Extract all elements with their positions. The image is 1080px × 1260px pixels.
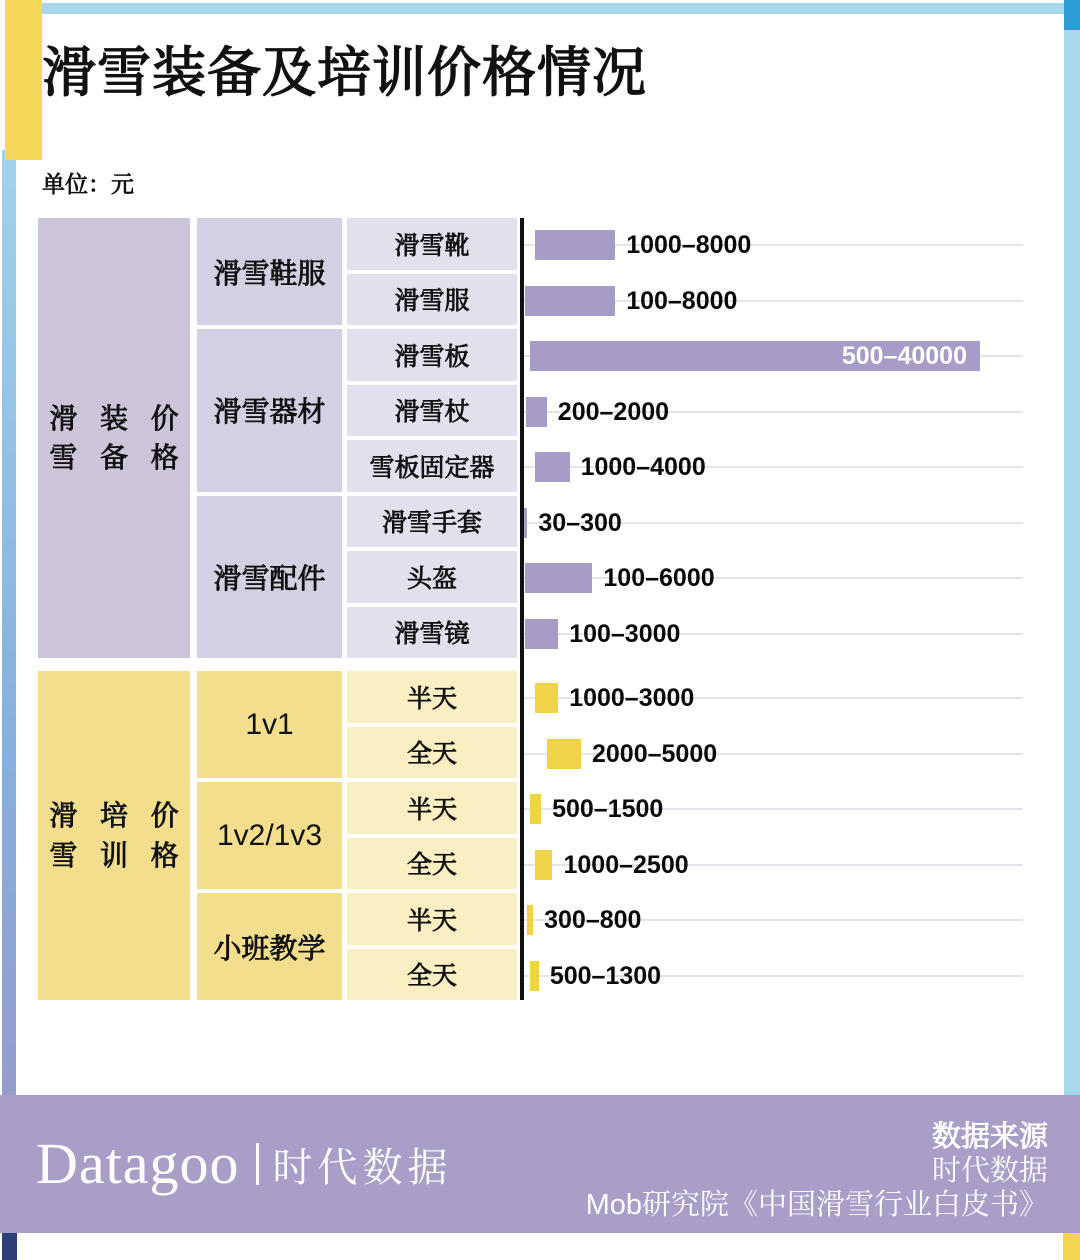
table-cell-item: 滑雪靴	[347, 218, 517, 270]
table-cell-item: 滑雪镜	[347, 607, 517, 659]
table-cell-group: 滑雪配件	[197, 496, 342, 659]
price-range-bar	[526, 397, 547, 427]
table-cell-item: 全天	[347, 838, 517, 890]
price-range-bar	[535, 850, 552, 880]
price-range-bar	[535, 230, 615, 260]
table-cell-item: 雪板固定器	[347, 440, 517, 492]
price-range-bar	[527, 905, 533, 935]
chart-axis-line	[520, 218, 524, 1000]
chart-gridline	[524, 577, 1023, 579]
table-cell-group: 1v2/1v3	[197, 782, 342, 889]
bar-range-label: 100–3000	[569, 619, 681, 648]
footer-brand	[36, 1095, 453, 1233]
bar-range-label: 100–8000	[626, 286, 738, 315]
bar-range-label: 500–1300	[549, 961, 662, 990]
table-cell-category: 滑雪 培训 价格	[38, 671, 190, 1000]
table-cell-category: 滑雪 装备 价格	[38, 218, 190, 658]
price-range-bar	[547, 739, 581, 769]
table-cell-item: 滑雪手套	[347, 496, 517, 548]
bar-range-label: 1000–3000	[569, 684, 695, 712]
price-range-bar	[530, 961, 539, 991]
frame-bottom-right-yellow	[1063, 1233, 1080, 1260]
frame-left-strip	[2, 150, 16, 1260]
source-line: Mob研究院《中国滑雪行业白皮书》	[585, 1189, 1048, 1221]
table-cell-item: 滑雪板	[347, 329, 517, 381]
brand-divider	[256, 1143, 259, 1185]
bar-range-label: 500–40000	[841, 342, 967, 370]
price-range-bar	[524, 508, 527, 538]
bar-range-label: 500–1500	[552, 795, 664, 823]
price-range-bar	[535, 452, 569, 482]
frame-corner-yellow	[5, 0, 42, 160]
bar-range-label: 100–6000	[603, 564, 715, 592]
page-title: 滑雪装备及培训价格情况	[42, 43, 647, 103]
price-range-bar	[525, 563, 592, 593]
price-range-bar	[525, 619, 558, 649]
table-cell-item: 半天	[347, 893, 517, 945]
table-cell-item: 半天	[347, 782, 517, 834]
price-range-bar	[525, 286, 615, 316]
brand-logo-text: Datagoo	[36, 1131, 240, 1196]
source-line: 时代数据	[931, 1155, 1048, 1187]
unit-label: 单位：元	[42, 171, 134, 197]
bar-range-label: 200–2000	[557, 397, 670, 426]
table-cell-item: 滑雪服	[347, 274, 517, 326]
table-cell-item: 全天	[347, 949, 517, 1001]
bar-range-label: 300–800	[544, 906, 642, 934]
table-cell-item: 全天	[347, 727, 517, 779]
table-cell-group: 滑雪鞋服	[197, 218, 342, 325]
source-heading: 数据来源	[931, 1121, 1048, 1153]
table-cell-group: 滑雪器材	[197, 329, 342, 492]
data-source-block	[586, 1120, 1048, 1222]
bar-range-label: 1000–2500	[563, 850, 689, 879]
price-range-bar	[530, 794, 541, 824]
bar-range-label: 30–300	[538, 508, 622, 537]
table-cell-group: 小班教学	[197, 893, 342, 1000]
frame-corner-darkblue	[1064, 0, 1080, 30]
frame-bottom-left-navy	[2, 1233, 17, 1260]
table-cell-item: 半天	[347, 671, 517, 723]
frame-right-strip	[1064, 0, 1080, 1095]
price-range-chart	[38, 218, 1048, 1008]
brand-chinese-name: 时代数据	[272, 1145, 453, 1190]
price-range-bar	[535, 683, 558, 713]
frame-top-bar	[42, 3, 1080, 14]
table-cell-group: 1v1	[197, 671, 342, 778]
bar-range-label: 2000–5000	[592, 739, 718, 768]
table-cell-item: 滑雪杖	[347, 385, 517, 437]
table-cell-item: 头盔	[347, 551, 517, 603]
bar-range-label: 1000–4000	[580, 453, 706, 481]
bar-range-label: 1000–8000	[626, 231, 752, 259]
